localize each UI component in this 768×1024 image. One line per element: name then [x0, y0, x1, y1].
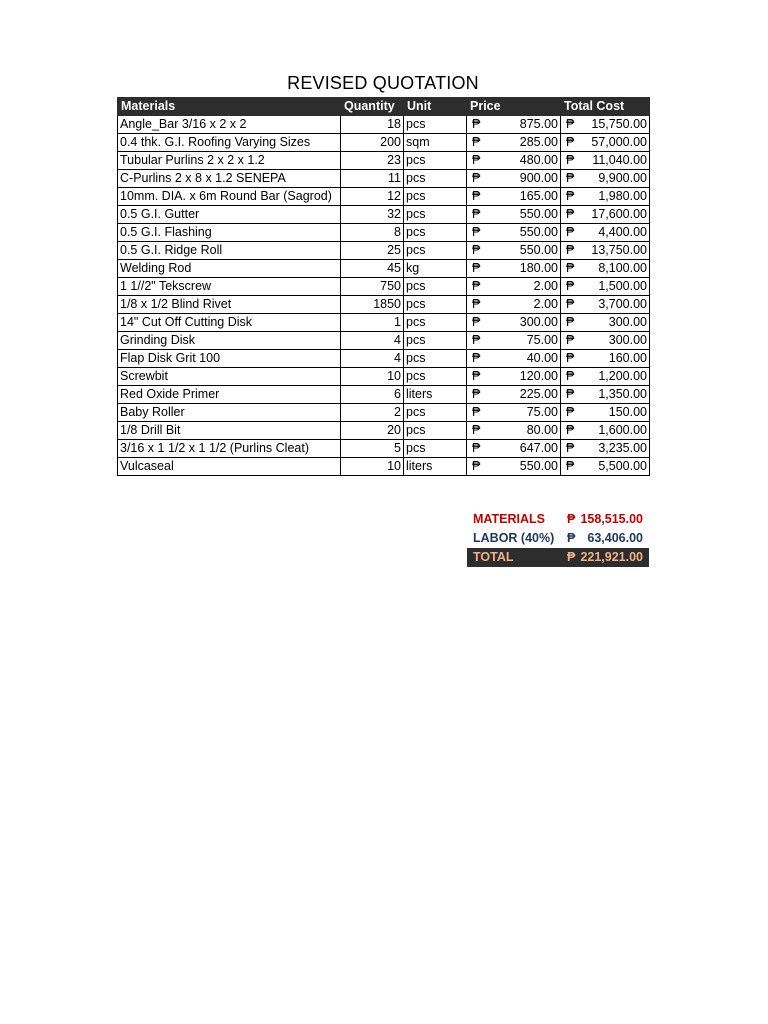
- currency-symbol: ₱: [472, 153, 481, 167]
- price-value: 180.00: [519, 261, 558, 275]
- table-row: [118, 260, 650, 278]
- price-cell: [467, 206, 561, 224]
- total-cost-value: 160.00: [608, 351, 647, 365]
- total-cost-cell: [561, 152, 650, 170]
- quantity-cell: 1: [341, 314, 404, 332]
- total-cost-cell: [561, 314, 650, 332]
- currency-symbol: ₱: [566, 261, 575, 275]
- price-value: 75.00: [526, 333, 558, 347]
- table-row: [118, 206, 650, 224]
- header-price: Price: [467, 98, 561, 116]
- material-cell: 0.5 G.I. Flashing: [118, 224, 341, 242]
- currency-symbol: ₱: [472, 333, 481, 347]
- material-cell: Angle_Bar 3/16 x 2 x 2: [118, 116, 341, 134]
- summary-total-label: TOTAL: [473, 550, 514, 564]
- quantity-cell: 1850: [341, 296, 404, 314]
- price-cell: [467, 422, 561, 440]
- summary-total-value: 221,921.00: [580, 550, 643, 564]
- price-value: 550.00: [519, 459, 558, 473]
- currency-symbol: ₱: [566, 279, 575, 293]
- material-cell: 0.5 G.I. Gutter: [118, 206, 341, 224]
- currency-symbol: ₱: [566, 333, 575, 347]
- quantity-cell: 4: [341, 350, 404, 368]
- price-value: 300.00: [519, 315, 558, 329]
- table-row: [118, 332, 650, 350]
- unit-cell: pcs: [404, 206, 467, 224]
- price-value: 480.00: [519, 153, 558, 167]
- table-row: [118, 224, 650, 242]
- price-value: 225.00: [519, 387, 558, 401]
- unit-cell: pcs: [404, 422, 467, 440]
- unit-cell: pcs: [404, 116, 467, 134]
- total-cost-cell: [561, 350, 650, 368]
- currency-symbol: ₱: [472, 279, 481, 293]
- summary-labor-label: LABOR (40%): [473, 531, 555, 545]
- material-cell: Tubular Purlins 2 x 2 x 1.2: [118, 152, 341, 170]
- table-row: [118, 314, 650, 332]
- price-cell: [467, 188, 561, 206]
- unit-cell: pcs: [404, 278, 467, 296]
- currency-symbol: ₱: [566, 315, 575, 329]
- material-cell: 1 1//2" Tekscrew: [118, 278, 341, 296]
- total-cost-value: 150.00: [608, 405, 647, 419]
- total-cost-cell: [561, 170, 650, 188]
- currency-symbol: ₱: [472, 135, 481, 149]
- currency-symbol: ₱: [472, 387, 481, 401]
- table-row: [118, 116, 650, 134]
- summary-labor-row: [467, 529, 649, 548]
- quantity-cell: 5: [341, 440, 404, 458]
- price-cell: [467, 134, 561, 152]
- price-cell: [467, 116, 561, 134]
- total-cost-value: 1,600.00: [598, 423, 647, 437]
- summary-labor-value: 63,406.00: [587, 531, 643, 545]
- currency-symbol: ₱: [566, 207, 575, 221]
- currency-symbol: ₱: [472, 171, 481, 185]
- price-cell: [467, 458, 561, 476]
- currency-symbol: ₱: [566, 171, 575, 185]
- price-value: 80.00: [526, 423, 558, 437]
- material-cell: 3/16 x 1 1/2 x 1 1/2 (Purlins Cleat): [118, 440, 341, 458]
- unit-cell: pcs: [404, 404, 467, 422]
- total-cost-value: 57,000.00: [591, 135, 647, 149]
- total-cost-value: 3,700.00: [598, 297, 647, 311]
- table-row: [118, 188, 650, 206]
- quantity-cell: 25: [341, 242, 404, 260]
- table-header-row: [118, 98, 650, 116]
- total-cost-cell: [561, 134, 650, 152]
- cost-summary: [467, 510, 649, 567]
- price-cell: [467, 170, 561, 188]
- unit-cell: pcs: [404, 368, 467, 386]
- currency-symbol: ₱: [472, 297, 481, 311]
- price-value: 40.00: [526, 351, 558, 365]
- currency-symbol: ₱: [472, 351, 481, 365]
- price-cell: [467, 440, 561, 458]
- price-cell: [467, 404, 561, 422]
- table-row: [118, 458, 650, 476]
- header-total-cost: Total Cost: [561, 98, 650, 116]
- unit-cell: sqm: [404, 134, 467, 152]
- material-cell: Screwbit: [118, 368, 341, 386]
- quantity-cell: 23: [341, 152, 404, 170]
- unit-cell: pcs: [404, 296, 467, 314]
- price-cell: [467, 314, 561, 332]
- total-cost-value: 5,500.00: [598, 459, 647, 473]
- currency-symbol: ₱: [472, 423, 481, 437]
- header-materials: Materials: [118, 98, 341, 116]
- currency-symbol: ₱: [567, 512, 576, 526]
- price-value: 120.00: [519, 369, 558, 383]
- unit-cell: pcs: [404, 314, 467, 332]
- price-cell: [467, 152, 561, 170]
- material-cell: 14" Cut Off Cutting Disk: [118, 314, 341, 332]
- price-value: 900.00: [519, 171, 558, 185]
- price-value: 550.00: [519, 243, 558, 257]
- total-cost-cell: [561, 386, 650, 404]
- table-row: [118, 422, 650, 440]
- header-quantity: Quantity: [341, 98, 404, 116]
- currency-symbol: ₱: [566, 153, 575, 167]
- currency-symbol: ₱: [566, 297, 575, 311]
- quantity-cell: 20: [341, 422, 404, 440]
- currency-symbol: ₱: [566, 117, 575, 131]
- price-cell: [467, 350, 561, 368]
- quantity-cell: 4: [341, 332, 404, 350]
- summary-materials-label: MATERIALS: [473, 512, 545, 526]
- price-cell: [467, 224, 561, 242]
- total-cost-cell: [561, 458, 650, 476]
- currency-symbol: ₱: [566, 369, 575, 383]
- quantity-cell: 18: [341, 116, 404, 134]
- quantity-cell: 45: [341, 260, 404, 278]
- total-cost-cell: [561, 422, 650, 440]
- unit-cell: kg: [404, 260, 467, 278]
- currency-symbol: ₱: [566, 441, 575, 455]
- material-cell: Flap Disk Grit 100: [118, 350, 341, 368]
- currency-symbol: ₱: [566, 459, 575, 473]
- total-cost-cell: [561, 296, 650, 314]
- table-row: [118, 134, 650, 152]
- price-cell: [467, 368, 561, 386]
- price-value: 550.00: [519, 225, 558, 239]
- quantity-cell: 10: [341, 458, 404, 476]
- material-cell: 1/8 Drill Bit: [118, 422, 341, 440]
- table-row: [118, 278, 650, 296]
- currency-symbol: ₱: [566, 387, 575, 401]
- quantity-cell: 32: [341, 206, 404, 224]
- currency-symbol: ₱: [566, 351, 575, 365]
- currency-symbol: ₱: [472, 117, 481, 131]
- price-value: 75.00: [526, 405, 558, 419]
- material-cell: 0.5 G.I. Ridge Roll: [118, 242, 341, 260]
- price-cell: [467, 278, 561, 296]
- total-cost-value: 9,900.00: [598, 171, 647, 185]
- total-cost-cell: [561, 260, 650, 278]
- material-cell: Welding Rod: [118, 260, 341, 278]
- total-cost-value: 3,235.00: [598, 441, 647, 455]
- price-value: 875.00: [519, 117, 558, 131]
- price-value: 550.00: [519, 207, 558, 221]
- currency-symbol: ₱: [472, 261, 481, 275]
- table-row: [118, 368, 650, 386]
- total-cost-value: 1,200.00: [598, 369, 647, 383]
- currency-symbol: ₱: [472, 369, 481, 383]
- currency-symbol: ₱: [566, 423, 575, 437]
- table-row: [118, 242, 650, 260]
- total-cost-value: 11,040.00: [592, 153, 647, 167]
- unit-cell: pcs: [404, 440, 467, 458]
- quotation-table: [117, 97, 650, 476]
- total-cost-value: 300.00: [608, 333, 647, 347]
- material-cell: C-Purlins 2 x 8 x 1.2 SENEPA: [118, 170, 341, 188]
- unit-cell: pcs: [404, 350, 467, 368]
- price-cell: [467, 296, 561, 314]
- total-cost-cell: [561, 278, 650, 296]
- total-cost-cell: [561, 404, 650, 422]
- material-cell: Vulcaseal: [118, 458, 341, 476]
- currency-symbol: ₱: [566, 405, 575, 419]
- unit-cell: pcs: [404, 224, 467, 242]
- price-value: 285.00: [519, 135, 558, 149]
- total-cost-value: 15,750.00: [591, 117, 647, 131]
- material-cell: Red Oxide Primer: [118, 386, 341, 404]
- price-value: 165.00: [519, 189, 558, 203]
- total-cost-value: 13,750.00: [591, 243, 647, 257]
- price-cell: [467, 260, 561, 278]
- header-unit: Unit: [404, 98, 467, 116]
- summary-materials-value: 158,515.00: [580, 512, 643, 526]
- currency-symbol: ₱: [472, 225, 481, 239]
- unit-cell: liters: [404, 458, 467, 476]
- unit-cell: pcs: [404, 332, 467, 350]
- quantity-cell: 750: [341, 278, 404, 296]
- total-cost-cell: [561, 188, 650, 206]
- unit-cell: pcs: [404, 170, 467, 188]
- currency-symbol: ₱: [472, 405, 481, 419]
- total-cost-value: 17,600.00: [591, 207, 647, 221]
- currency-symbol: ₱: [566, 135, 575, 149]
- table-row: [118, 386, 650, 404]
- total-cost-cell: [561, 116, 650, 134]
- total-cost-cell: [561, 368, 650, 386]
- currency-symbol: ₱: [472, 243, 481, 257]
- material-cell: 1/8 x 1/2 Blind Rivet: [118, 296, 341, 314]
- total-cost-value: 1,350.00: [598, 387, 647, 401]
- material-cell: Baby Roller: [118, 404, 341, 422]
- currency-symbol: ₱: [566, 189, 575, 203]
- currency-symbol: ₱: [566, 225, 575, 239]
- unit-cell: pcs: [404, 242, 467, 260]
- currency-symbol: ₱: [567, 531, 576, 545]
- document-title: REVISED QUOTATION: [287, 73, 479, 93]
- quantity-cell: 200: [341, 134, 404, 152]
- currency-symbol: ₱: [567, 550, 576, 564]
- table-body: [118, 116, 650, 476]
- unit-cell: pcs: [404, 152, 467, 170]
- material-cell: 0.4 thk. G.I. Roofing Varying Sizes: [118, 134, 341, 152]
- table-row: [118, 170, 650, 188]
- table-row: [118, 404, 650, 422]
- total-cost-cell: [561, 206, 650, 224]
- quantity-cell: 6: [341, 386, 404, 404]
- quantity-cell: 10: [341, 368, 404, 386]
- price-value: 2.00: [533, 279, 558, 293]
- table-row: [118, 296, 650, 314]
- quantity-cell: 8: [341, 224, 404, 242]
- total-cost-value: 1,980.00: [598, 189, 647, 203]
- material-cell: 10mm. DIA. x 6m Round Bar (Sagrod): [118, 188, 341, 206]
- currency-symbol: ₱: [472, 207, 481, 221]
- total-cost-cell: [561, 224, 650, 242]
- unit-cell: liters: [404, 386, 467, 404]
- price-cell: [467, 386, 561, 404]
- total-cost-value: 4,400.00: [598, 225, 647, 239]
- price-value: 2.00: [533, 297, 558, 311]
- total-cost-value: 1,500.00: [598, 279, 647, 293]
- currency-symbol: ₱: [472, 441, 481, 455]
- total-cost-value: 8,100.00: [598, 261, 647, 275]
- table-row: [118, 440, 650, 458]
- material-cell: Grinding Disk: [118, 332, 341, 350]
- total-cost-value: 300.00: [608, 315, 647, 329]
- total-cost-cell: [561, 440, 650, 458]
- currency-symbol: ₱: [472, 459, 481, 473]
- summary-materials-row: [467, 510, 649, 529]
- table-row: [118, 350, 650, 368]
- currency-symbol: ₱: [472, 315, 481, 329]
- quantity-cell: 11: [341, 170, 404, 188]
- price-cell: [467, 242, 561, 260]
- summary-total-row: [467, 548, 649, 567]
- unit-cell: pcs: [404, 188, 467, 206]
- quantity-cell: 2: [341, 404, 404, 422]
- currency-symbol: ₱: [472, 189, 481, 203]
- total-cost-cell: [561, 332, 650, 350]
- table-row: [118, 152, 650, 170]
- price-cell: [467, 332, 561, 350]
- price-value: 647.00: [519, 441, 558, 455]
- currency-symbol: ₱: [566, 243, 575, 257]
- quantity-cell: 12: [341, 188, 404, 206]
- total-cost-cell: [561, 242, 650, 260]
